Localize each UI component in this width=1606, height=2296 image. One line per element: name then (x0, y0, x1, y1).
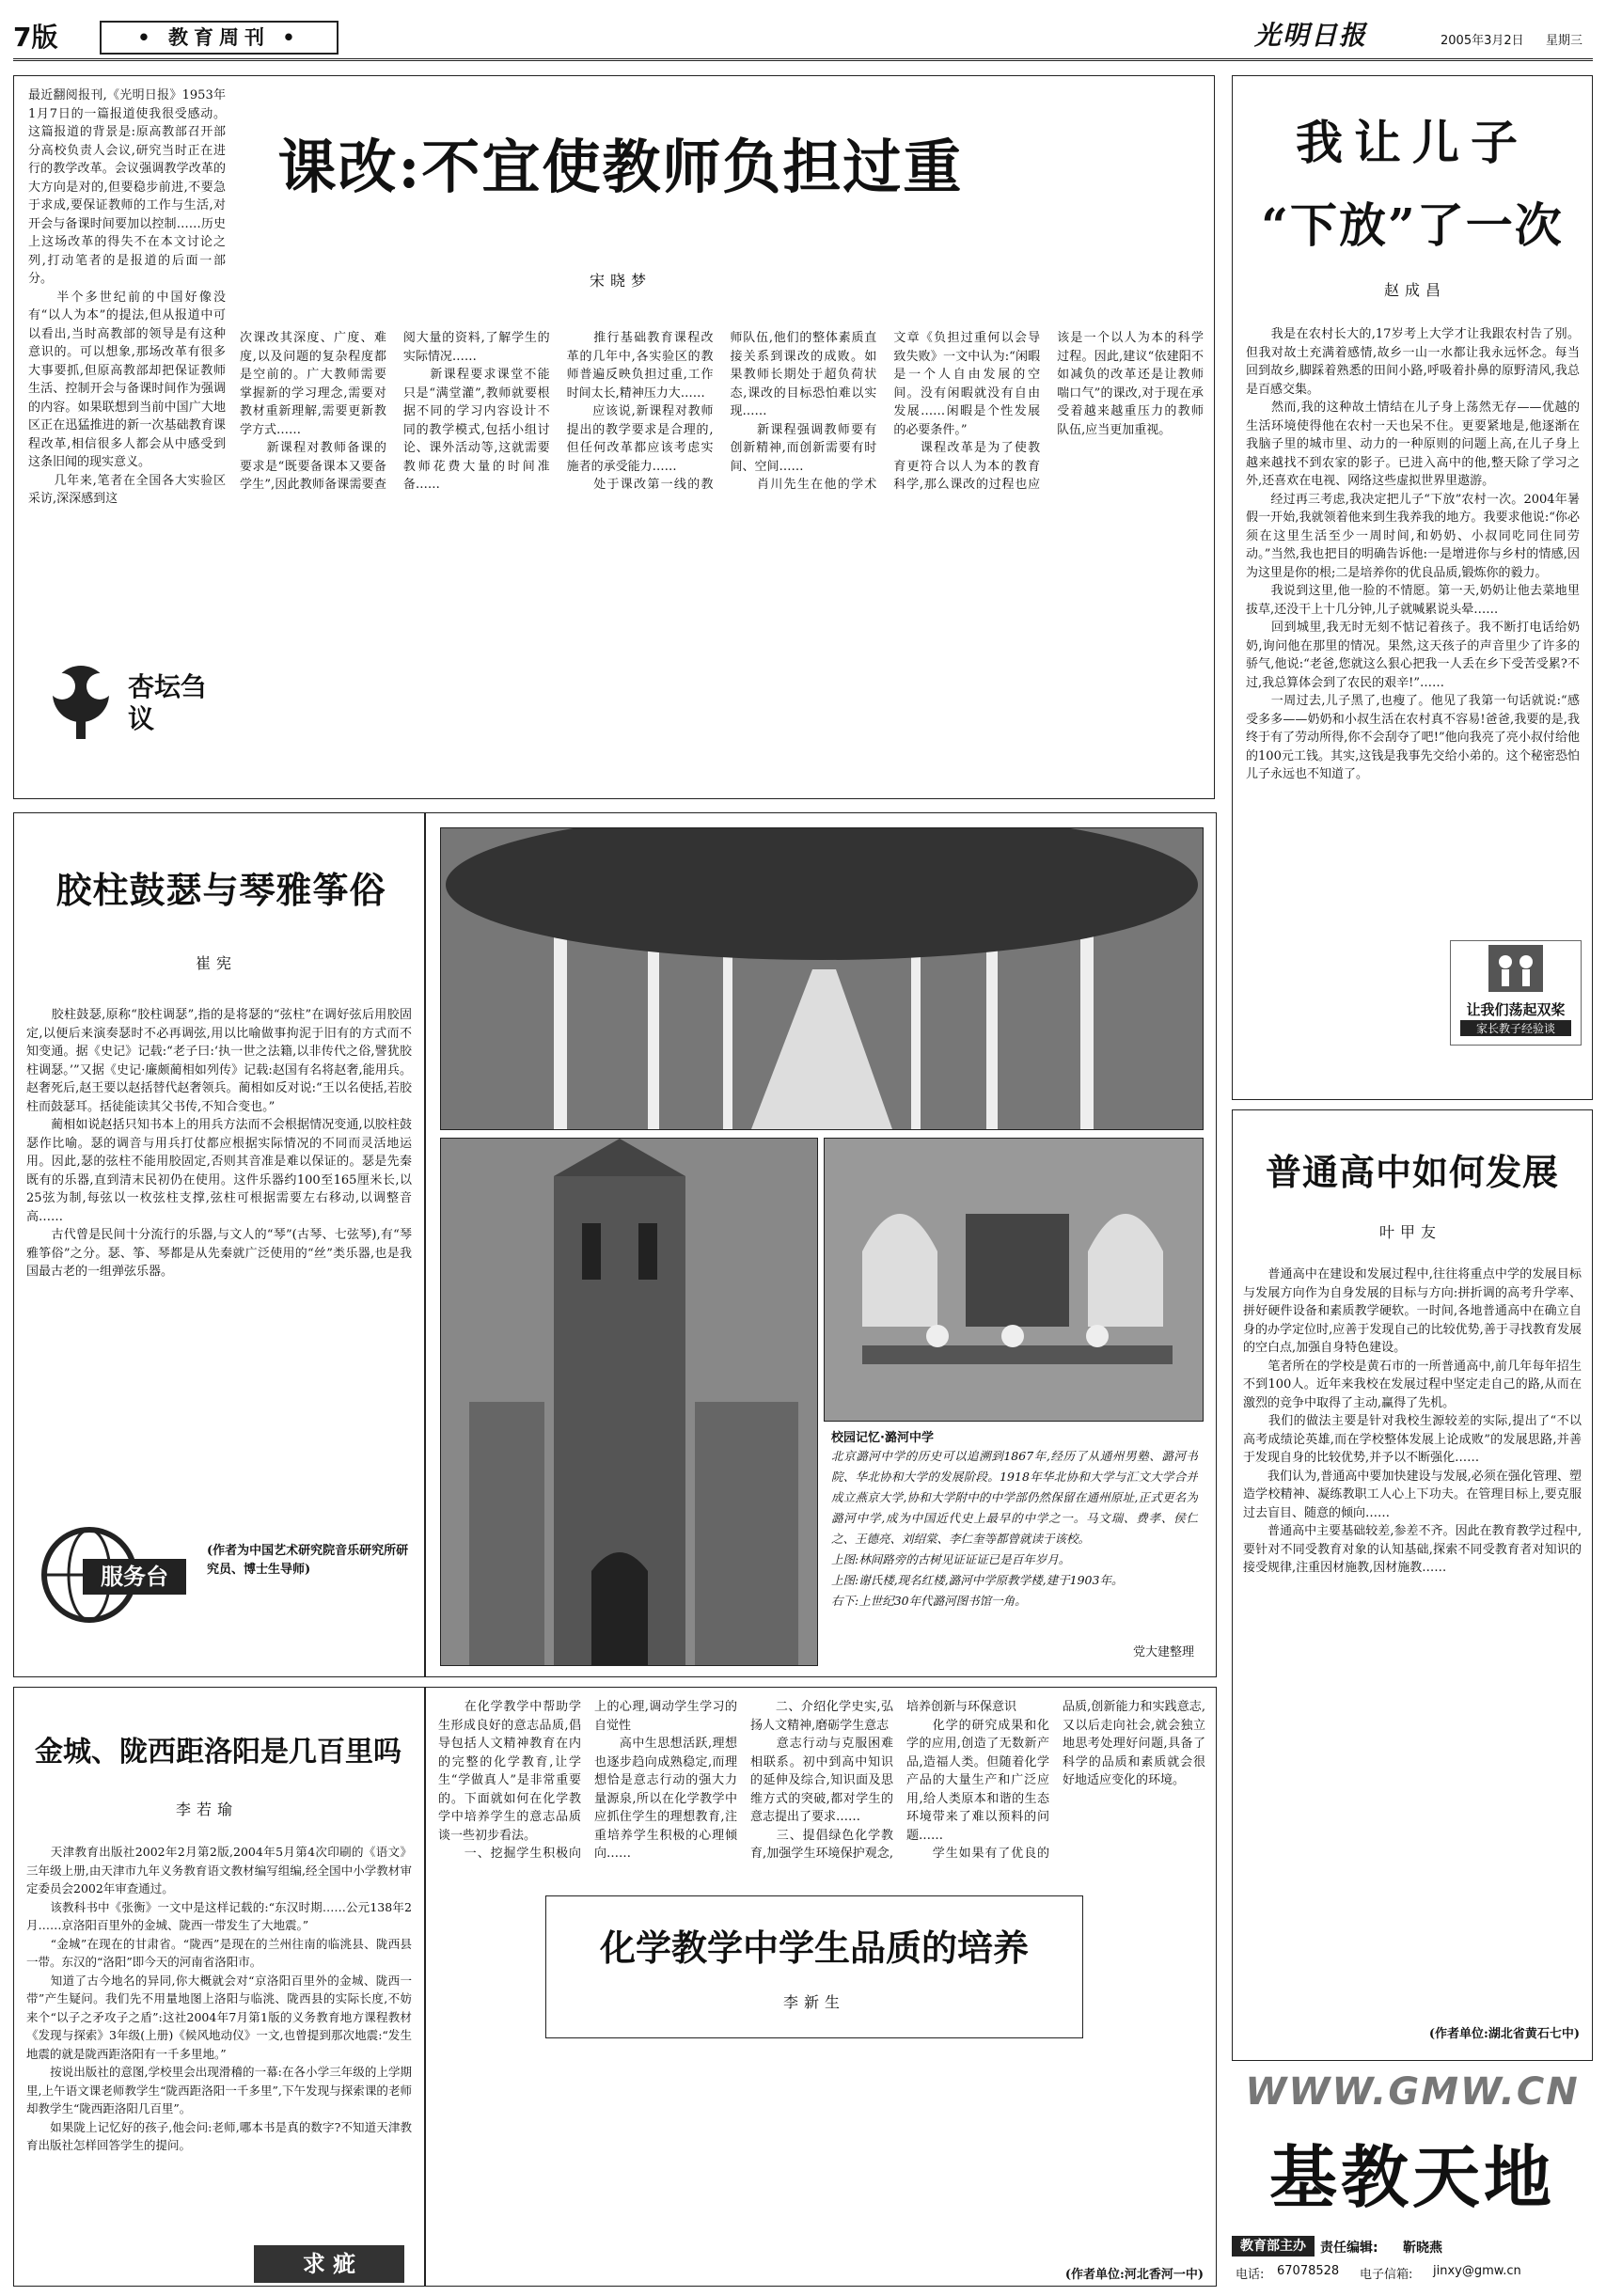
footer-email[interactable]: jinxy@gmw.cn (1433, 2264, 1521, 2278)
jincheng-article-body: 天津教育出版社2002年2月第2版,2004年5月第4次印刷的《语文》三年级上册,由天津市九年义务教育语文教材编写组编,经全国中小学教材审定委员会2002年审查通过。 该教科书中《张衡》一文中是这样记载的:“东汉时期……公元138年2月……京洛阳百里外的金城、陇西一带发生了大地震。” “金城”在现在的甘肃省。“陇西”是现在的兰州往南的临洮县、陇西县一带。东汉的“洛阳”即今天的河南省洛阳市。 知道了古今地名的异同,你大概就会对“京洛阳百里外的金城、陇西一带”产生疑问。我们先不用量地图上洛阳与临洮、陇西县的实际长度,不妨来个“以子之矛攻子之盾”:这社2004年7月第1版的义务教育地方课程教材《发现与探索》3年级(上册)《候风地动仪》一文,也曾提到那次地震:“发生地震的就是陇西距洛阳有一千多里地。” 按说出版社的意图,学校里会出现滑稽的一幕:在各小学三年级的上学期里,上午语文课老师教学生“陇西距洛阳一千多里”,下午发现与探索课的老师却教学生“陇西距洛阳几百里”。 如果陇上记忆好的孩子,他会问:老师,哪本书是真的数字?不知道天津教育出版社怎样回答学生的提问。 (26, 1845, 412, 2152)
jincheng-article-title: 金城、陇西距洛阳是几百里吗 (35, 1736, 402, 1769)
photo-library (824, 1138, 1204, 1422)
footer-editor: 靳晓燕 (1403, 2241, 1442, 2256)
family-icon (1451, 941, 1581, 996)
gaozhong-article-title: 普通高中如何发展 (1265, 1151, 1559, 1193)
footer-section-title: 基教天地 (1268, 2138, 1555, 2217)
guzhu-article-author: 崔宪 (195, 954, 237, 972)
red-building-image (441, 1139, 817, 1665)
tree-road-image (441, 828, 1203, 1129)
son-article-author: 赵成昌 (1383, 281, 1446, 299)
footer-phone-label: 电话: (1236, 2268, 1265, 2282)
guzhu-article-note: (作者为中国艺术研究院音乐研究所研究员、博士生导师) (207, 1544, 409, 1577)
page-header (13, 13, 1593, 61)
photo-red-building (440, 1138, 818, 1666)
gaozhong-article-body: 普通高中在建设和发展过程中,往往将重点中学的发展目标与发展方向作为自身发展的目标与方向:拼折调的高考升学率、拼好硬件设备和素质教学硬软。一时间,各地普通高中在确立自身的办学定位时,应善于发现自己的比较优势,善于寻找教育发展的空白点,加强自身特色建设。 笔者所在的学校是黄石市的一所普通高中,前几年每年招生不到100人。近年来我校在发展过程中坚定走自己的路,从而在激烈的竞争中取得了主动,赢得了先机。 我们的做法主要是针对我校生源较差的实际,提出了“不以高考成绩论英雄,而在学校整体发展上论成败”的发展思路,并善于发现自身的比较优势,并予以不断强化…… 我们认为,普通高中要加快建设与发展,必须在强化管理、塑造学校精神、凝练教职工人心上下功夫。在管理目标上,要克服过去盲目、随意的倾向…… 普通高中主要基础较差,参差不齐。因此在教育教学过程中,要针对不同受教育对象的认知基础,探索不同受教育者对知识的接受规律,注重因材施教,因材施教…… (1243, 1267, 1582, 1575)
jincheng-column-badge-label: 求 疵 (302, 2251, 356, 2277)
son-article-title-1: 我让儿子 (1296, 115, 1529, 170)
footer-phone: 67078528 (1277, 2264, 1340, 2278)
son-column-badge-label: 让我们荡起双桨 (1466, 1001, 1566, 1018)
column-badge-xingtan (34, 658, 222, 743)
photo-caption-title: 校园记忆·潞河中学 (831, 1431, 934, 1445)
jincheng-article-author: 李若瑜 (175, 1801, 238, 1818)
footer-block (1232, 2070, 1593, 2287)
main-article-title: 课改:不宜使教师负担过重 (277, 133, 964, 201)
masthead-logo: 光明日报 (1254, 20, 1368, 51)
guzhu-column-badge (38, 1523, 197, 1627)
photo-credit: 党大建整理 (1132, 1645, 1194, 1659)
son-column-badge (1450, 940, 1582, 1046)
page-number: 7版 (13, 22, 58, 53)
footer-editor-label: 责任编辑: (1320, 2241, 1378, 2256)
footer-email-label: 电子信箱: (1360, 2268, 1413, 2282)
issue-date: 2005年3月2日 (1441, 34, 1524, 48)
chem-article-title: 化学教学中学生品质的培养 (599, 1926, 1029, 1969)
footer-url: WWW.GMW.CN (1245, 2070, 1580, 2114)
chem-article-body: 在化学教学中帮助学生形成良好的意志品质,倡导包括人文精神教育在内的完整的化学教育,让学生“学做真人”是非常重要的。下面就如何在化学教学中培养学生的意志品质谈一些初步看法。 一、挖掘学生积极向上的心理,调动学生学习的自觉性 高中生思想活跃,理想也逐步趋向成熟稳定,而理想恰是意志行动的强大力量源泉,所以在化学教学中应抓住学生的理想教育,注重培养学生积极的心理倾向…… 二、介绍化学史实,弘扬人文精神,磨砺学生意志 意志行动与克服困难相联系。初中到高中知识的延伸及综合,知识面及思维方式的突破,都对学生的意志提出了要求…… 三、提倡绿色化学教育,加强学生环境保护观念,培养创新与环保意识 化学的研究成果和化学的应用,创造了无数新产品,造福人类。但随着化学产品的大量生产和广泛应用,给人类原本和谐的生态环境带来了难以预料的问题…… 学生如果有了优良的品质,创新能力和实践意志,又以后走向社会,就会独立地思考处理好问题,具备了科学的品质和素质就会很好地适应变化的环境。 (438, 1700, 1205, 1861)
gaozhong-article-note: (作者单位:湖北省黄石七中) (1428, 2027, 1580, 2041)
son-article-body: 我是在农村长大的,17岁考上大学才让我跟农村告了别。但我对故土充满着感情,故乡一山一水都让我永远怀念。每当回到故乡,脚踩着熟悉的田间小路,呼吸着扑鼻的原野清风,我总是百感交集。 然而,我的这种故土情结在儿子身上荡然无存——优越的生活环境使得他在农村一天也呆不住。更要紧地是,他逐渐在我脑子里的城市里、动力的一种原则的问题上高,在儿子身上越来越找不到农家的影子。已进入高中的他,整天除了学习之外,还喜欢在电视、网络这些虚拟世界里遨游。 经过再三考虑,我决定把儿子“下放”农村一次。2004年暑假一开始,我就领着他来到生我养我的地方。我要求他说:“你必须在这里生活至少一周时间,和奶奶、小叔同吃同住同劳动。”当然,我也把目的明确告诉他:一是增进你与乡村的情感,因为这里是你的根;二是培养你的优良品质,锻炼你的毅力。 我说到这里,他一脸的不情愿。第一天,奶奶让他去菜地里拔草,还没干上十几分钟,儿子就喊累说头晕…… 回到城里,我无时无刻不惦记着孩子。我不断打电话给奶奶,询问他在那里的情况。果然,这天孩子的声音里少了许多的骄气,他说:“老爸,您就这么狠心把我一人丢在乡下受苦受累?不过,我总算体会到了农民的艰辛!”…… 一周过去,儿子黑了,也瘦了。他见了我第一句话就说:“感受多多——奶奶和小叔生活在农村真不容易!爸爸,我要的是,我终于有了劳动所得,你不会刮夺了吧!”他向我亮了亮小叔付给他的100元工钱。其实,这钱是我事先交给小弟的。这个秘密恐怕儿子永远也不知道了。 (1246, 327, 1580, 781)
jincheng-column-badge (254, 2245, 404, 2283)
gaozhong-article-author: 叶甲友 (1378, 1223, 1441, 1241)
column-badge-label: 杏坛刍议 (128, 671, 208, 734)
main-article-author: 宋晓梦 (589, 272, 652, 290)
footer-sponsor: 教育部主办 (1232, 2236, 1315, 2257)
son-article-title-2: “下放”了一次 (1261, 197, 1564, 253)
chem-article-note: (作者单位:河北香河一中) (1064, 2268, 1204, 2282)
section-label: • 教育周刊 • (100, 21, 339, 55)
photo-caption: 北京潞河中学的历史可以追溯到1867年,经历了从通州男塾、潞河书院、华北协和大学的发展阶段。1918年华北协和大学与汇文大学合并成立燕京大学,协和大学附中的中学部仍然保留在通州原址,正式更名为潞河中学,成为中国近代史上最早的中学之一。马文瑞、费孝、侯仁之、王德亮、刘绍棠、李仁奎等都曾就读于该校。 上图:林间路旁的古树见证证证已是百年岁月。 上图:谢氏楼,现名红楼,潞河中学原教学楼,建于1903年。 右下:上世纪30年代潞河图书馆一角。 (831, 1449, 1198, 1608)
photo-tree-lined-road (440, 827, 1204, 1130)
library-image (825, 1139, 1203, 1421)
guzhu-article-body: 胶柱鼓瑟,原称“胶柱调瑟”,指的是将瑟的“弦柱”在调好弦后用胶固定,以便后来演奏瑟时不必再调弦,用以比喻做事拘泥于旧有的方式而不知变通。据《史记》记载:“老子曰:‘执一世之法籍,以非传代之俗,譬犹胶柱调瑟。’”又据《史记·廉颇蔺相如列传》记载:赵国有名将赵奢,能用兵。赵奢死后,赵王要以赵括替代赵奢领兵。蔺相如反对说:“王以名使括,若胶柱而鼓瑟耳。括徒能读其父书传,不知合变也。” 蔺相如说赵括只知书本上的用兵方法而不会根据情况变通,以胶柱鼓瑟作比喻。瑟的调音与用兵打仗都应根据实际情况的不同而灵活地运用。因此,瑟的弦柱不能用胶固定,否则其音准是难以保证的。瑟是先秦既有的乐器,直到清末民初仍在使用。这件乐器约100至165厘米长,以25弦为制,每弦以一枚弦柱支撑,弦柱可根据需要左右移动,以调整音高…… 古代曾是民间十分流行的乐器,与文人的“琴”(古琴、七弦琴),有“琴雅筝俗”之分。瑟、筝、琴都是从先秦就广泛使用的“丝”类乐器,也是我国最古老的一组弹弦乐器。 (26, 1008, 412, 1279)
chem-title-box (545, 1895, 1083, 2038)
guzhu-column-badge-label: 服务台 (83, 1559, 186, 1595)
guzhu-article-title: 胶柱鼓瑟与琴雅筝俗 (55, 869, 386, 911)
son-column-badge-sublabel: 家长教子经验谈 (1460, 1020, 1571, 1036)
issue-weekday: 星期三 (1546, 34, 1583, 48)
main-article-body: 次课改其深度、广度、难度,以及问题的复杂程度都是空前的。广大教师需要掌握新的学习理念,需要对教材重新理解,需要更新教学方式…… 新课程对教师备课的要求是“既要备课本又要备学生”,因此教师备课需要查阅大量的资料,了解学生的实际情况…… 新课程要求课堂不能只是“满堂灌”,教师就要根据不同的学习内容设计不同的教学模式,包括小组讨论、课外活动等,这就需要教师花费大量的时间准备…… 推行基础教育课程改革的几年中,各实验区的教师普遍反映负担过重,工作时间太长,精神压力大…… 应该说,新课程对教师提出的教学要求是合理的,但任何改革都应该考虑实施者的承受能力…… 处于课改第一线的教师队伍,他们的整体素质直接关系到课改的成败。如果教师长期处于超负荷状态,课改的目标恐怕难以实现…… 新课程强调教师要有创新精神,而创新需要有时间、空间…… 肖川先生在他的学术文章《负担过重何以会导致失败》一文中认为:“闲暇是一个人自由发展的空间。没有闲暇就没有自由发展……闲暇是个性发展的必要条件。” 课程改革是为了使教育更符合以人为本的教育科学,那么课改的过程也应该是一个以人为本的科学过程。因此,建议“依建阳不如减负的改革还是让教师喘口气”的课改,对于现在承受着越来越重压力的教师队伍,应当更加重视。 (240, 331, 1204, 492)
main-article-intro: 最近翻阅报刊,《光明日报》1953年1月7日的一篇报道使我很受感动。这篇报道的背景是:原高教部召开部分高校负责人会议,研究当时正在进行的教学改革。会议强调教学改革的大方向是对的,但要稳步前进,不要急于求成,要保证教师的工作与生活,对开会与备课时间要加以控制……历史上这场改革的得失不在本文讨论之列,打动笔者的是报道的后面一部分。 半个多世纪前的中国好像没有“以人为本”的提法,但从报道中可以看出,当时高教部的领导是有这种意识的。可以想象,那场改革有很多大事要抓,但原高教部却把保证教师生活、控制开会与备课时间作为强调的内容。如果联想到当前中国广大地区正在迅猛推进的新一次基础教育课程改革,相信很多人都会从中感受到这条旧闻的现实意义。 几年来,笔者在全国各大实验区采访,深深感到这 (28, 88, 226, 506)
tree-icon (34, 658, 128, 743)
chem-article-author: 李新生 (782, 1993, 845, 2011)
